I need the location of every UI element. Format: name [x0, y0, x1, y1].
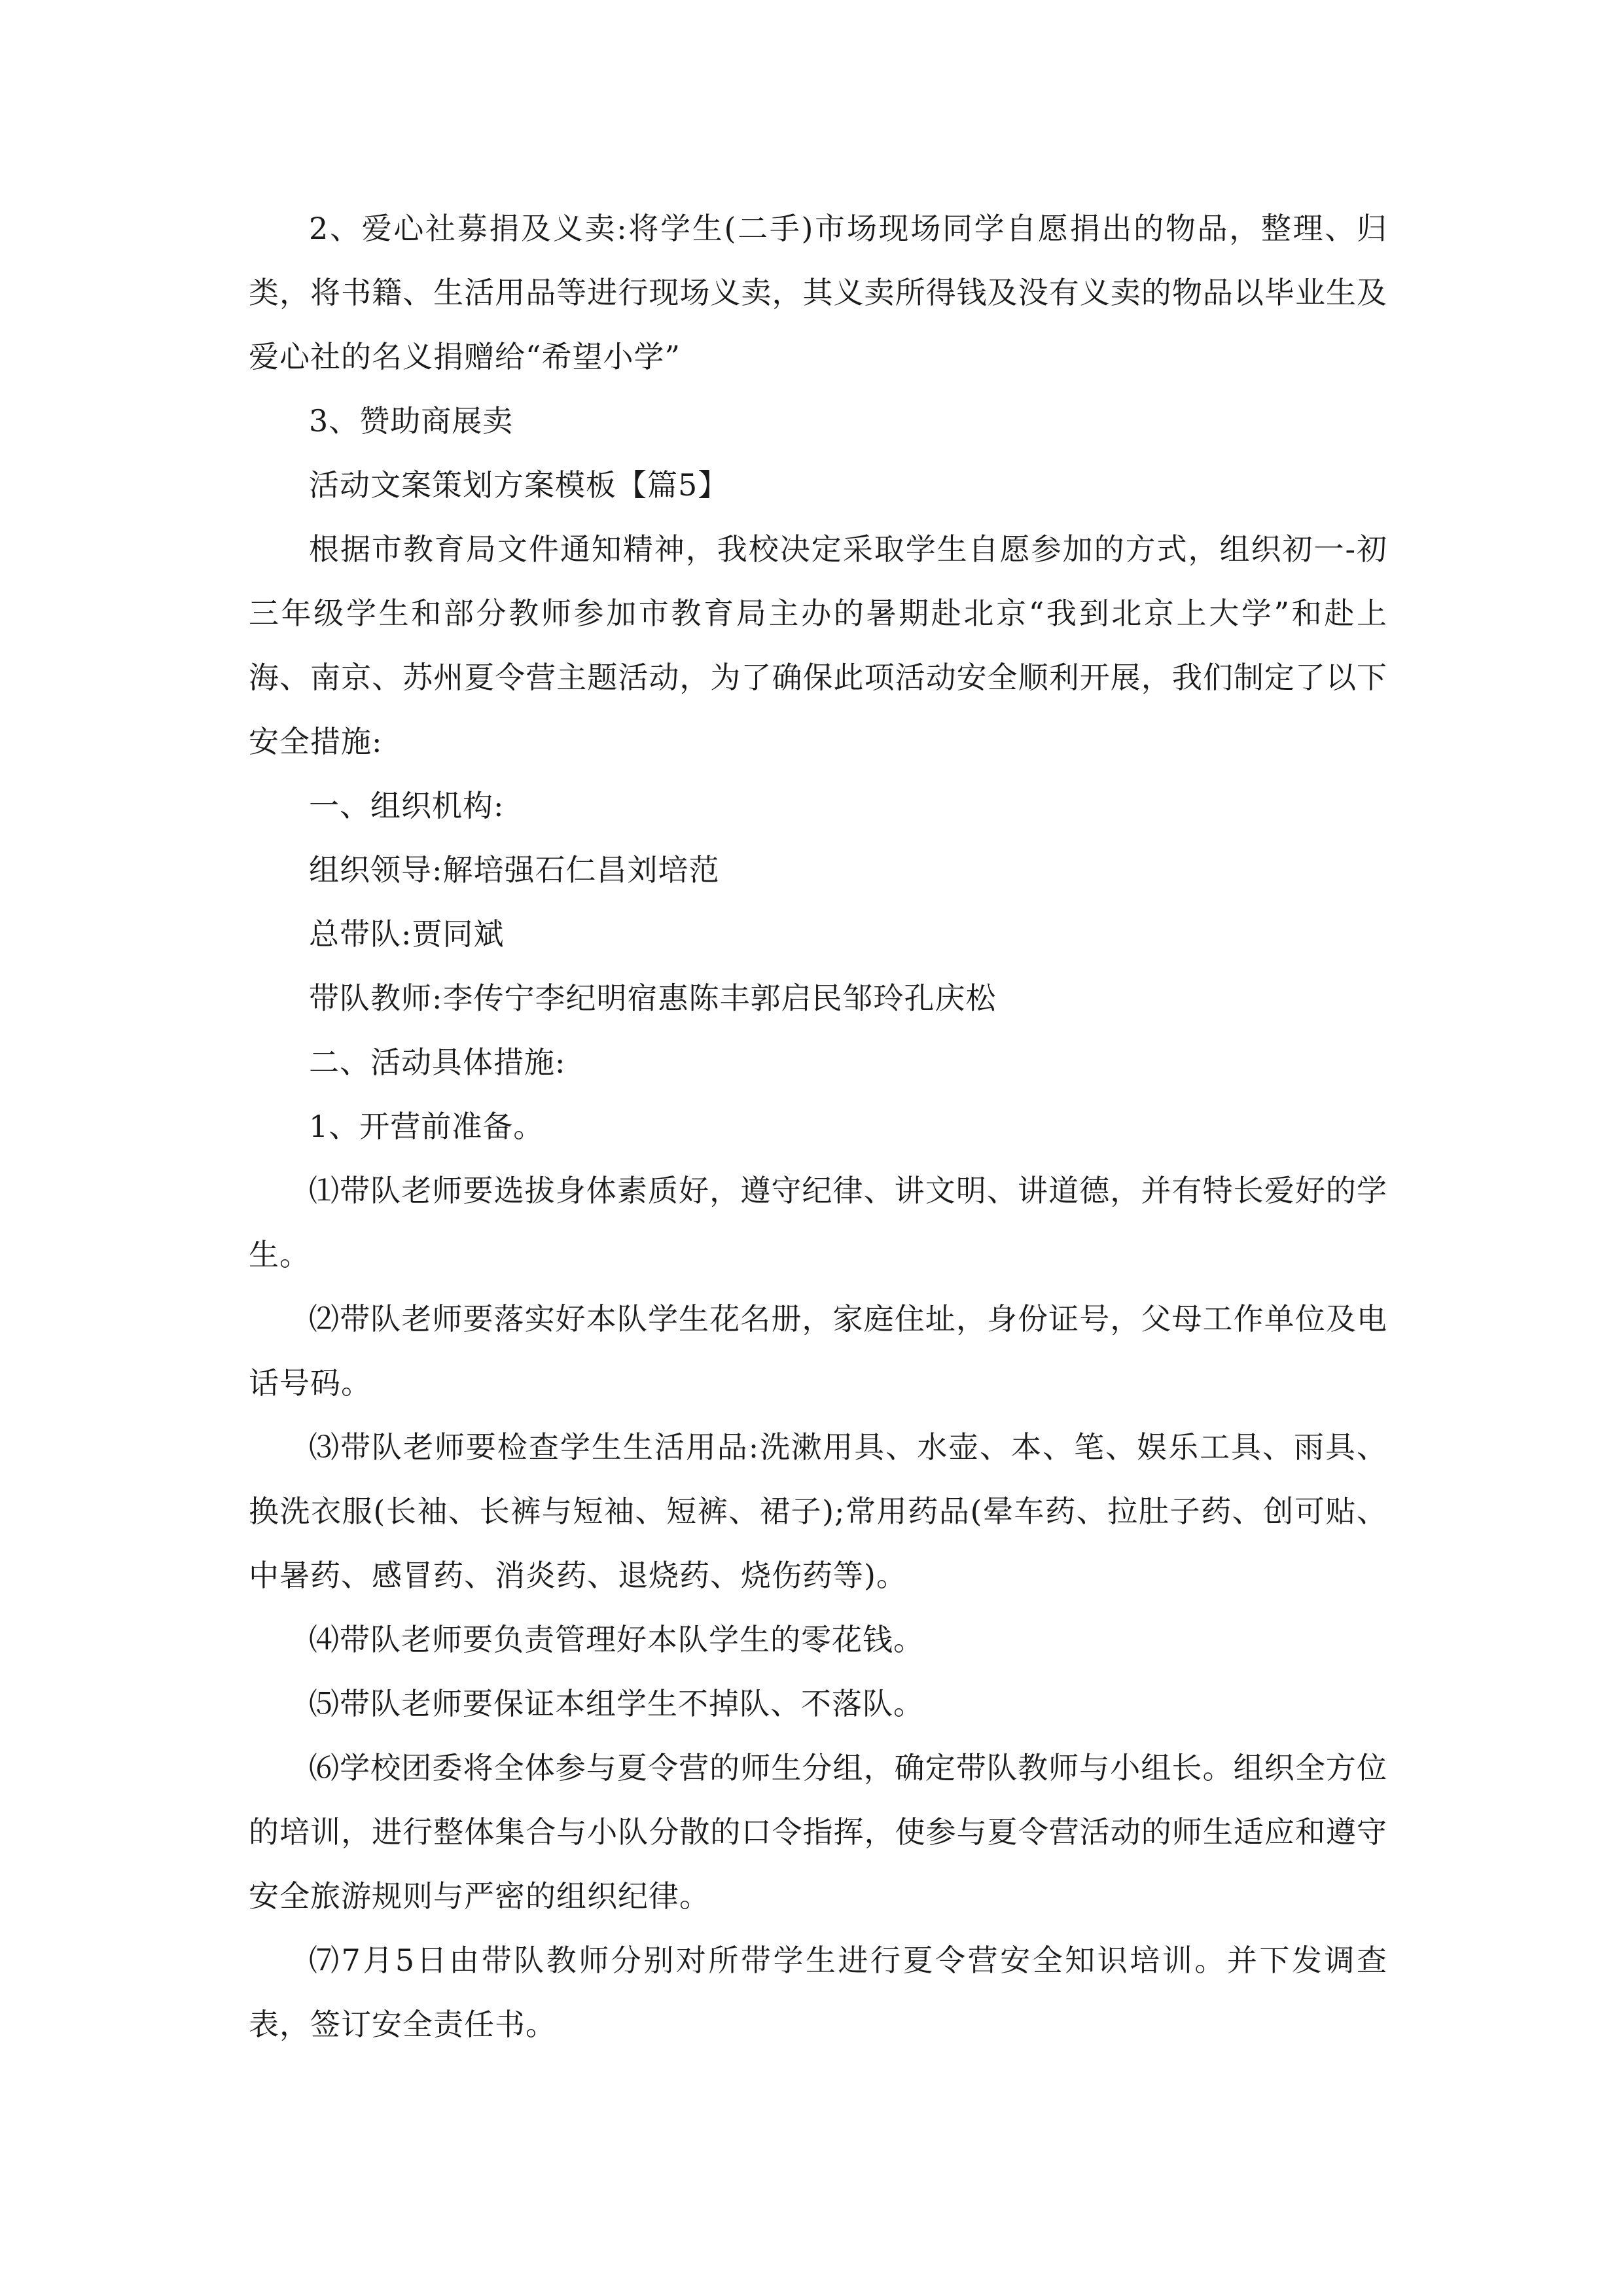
paragraph-intro: 根据市教育局文件通知精神，我校决定采取学生自愿参加的方式，组织初一-初三年级学生和部分教师参加市教育局主办的暑期赴北京“我到北京上大学”和赴上海、南京、苏州夏令营主题活动，为了确保此项活动安全顺利开展，我们制定了以下安全措施: — [249, 531, 1387, 759]
list-item-1: ⑴带队老师要选拔身体素质好，遵守纪律、讲文明、讲道德，并有特长爱好的学生。 — [249, 1173, 1387, 1272]
heading-organization: 一、组织机构: — [309, 788, 505, 823]
document-body — [249, 196, 1387, 2056]
heading-measures: 二、活动具体措施: — [309, 1045, 566, 1080]
paragraph-leaders: 组织领导:解培强石仁昌刘培范 — [309, 852, 720, 888]
list-item-7: ⑺7月5日由带队教师分别对所带学生进行夏令营安全知识培训。并下发调查表，签订安全责任书。 — [249, 1943, 1387, 2042]
list-item-6: ⑹学校团委将全体参与夏令营的师生分组，确定带队教师与小组长。组织全方位的培训，进行整体集合与小队分散的口令指挥，使参与夏令营活动的师生适应和遵守安全旅游规则与严密的组织纪律。 — [249, 1750, 1387, 1914]
list-item-4: ⑷带队老师要负责管理好本队学生的零花钱。 — [309, 1622, 924, 1657]
paragraph-sponsor-exhibit: 3、赞助商展卖 — [309, 403, 514, 439]
section-heading-template-5: 活动文案策划方案模板【篇5】 — [309, 467, 729, 503]
paragraph-donation-sale: 2、爱心社募捐及义卖:将学生(二手)市场现场同学自愿捐出的物品，整理、归类，将书籍、生活用品等进行现场义卖，其义卖所得钱及没有义卖的物品以毕业生及爱心社的名义捐赠给“希望小学” — [249, 211, 1387, 374]
list-item-3: ⑶带队老师要检查学生生活用品:洗漱用具、水壶、本、笔、娱乐工具、雨具、换洗衣服(长袖、长裤与短袖、短裤、裙子);常用药品(晕车药、拉肚子药、创可贴、中暑药、感冒药、消炎药、退烧药、烧伤药等)。 — [249, 1429, 1387, 1593]
paragraph-chief-leader: 总带队:贾同斌 — [309, 916, 505, 952]
list-item-2: ⑵带队老师要落实好本队学生花名册，家庭住址，身份证号，父母工作单位及电话号码。 — [249, 1301, 1387, 1401]
paragraph-teachers: 带队教师:李传宁李纪明宿惠陈丰郭启民邹玲孔庆松 — [309, 980, 997, 1016]
list-item-5: ⑸带队老师要保证本组学生不掉队、不落队。 — [309, 1686, 924, 1721]
heading-preparation: 1、开营前准备。 — [309, 1109, 544, 1144]
